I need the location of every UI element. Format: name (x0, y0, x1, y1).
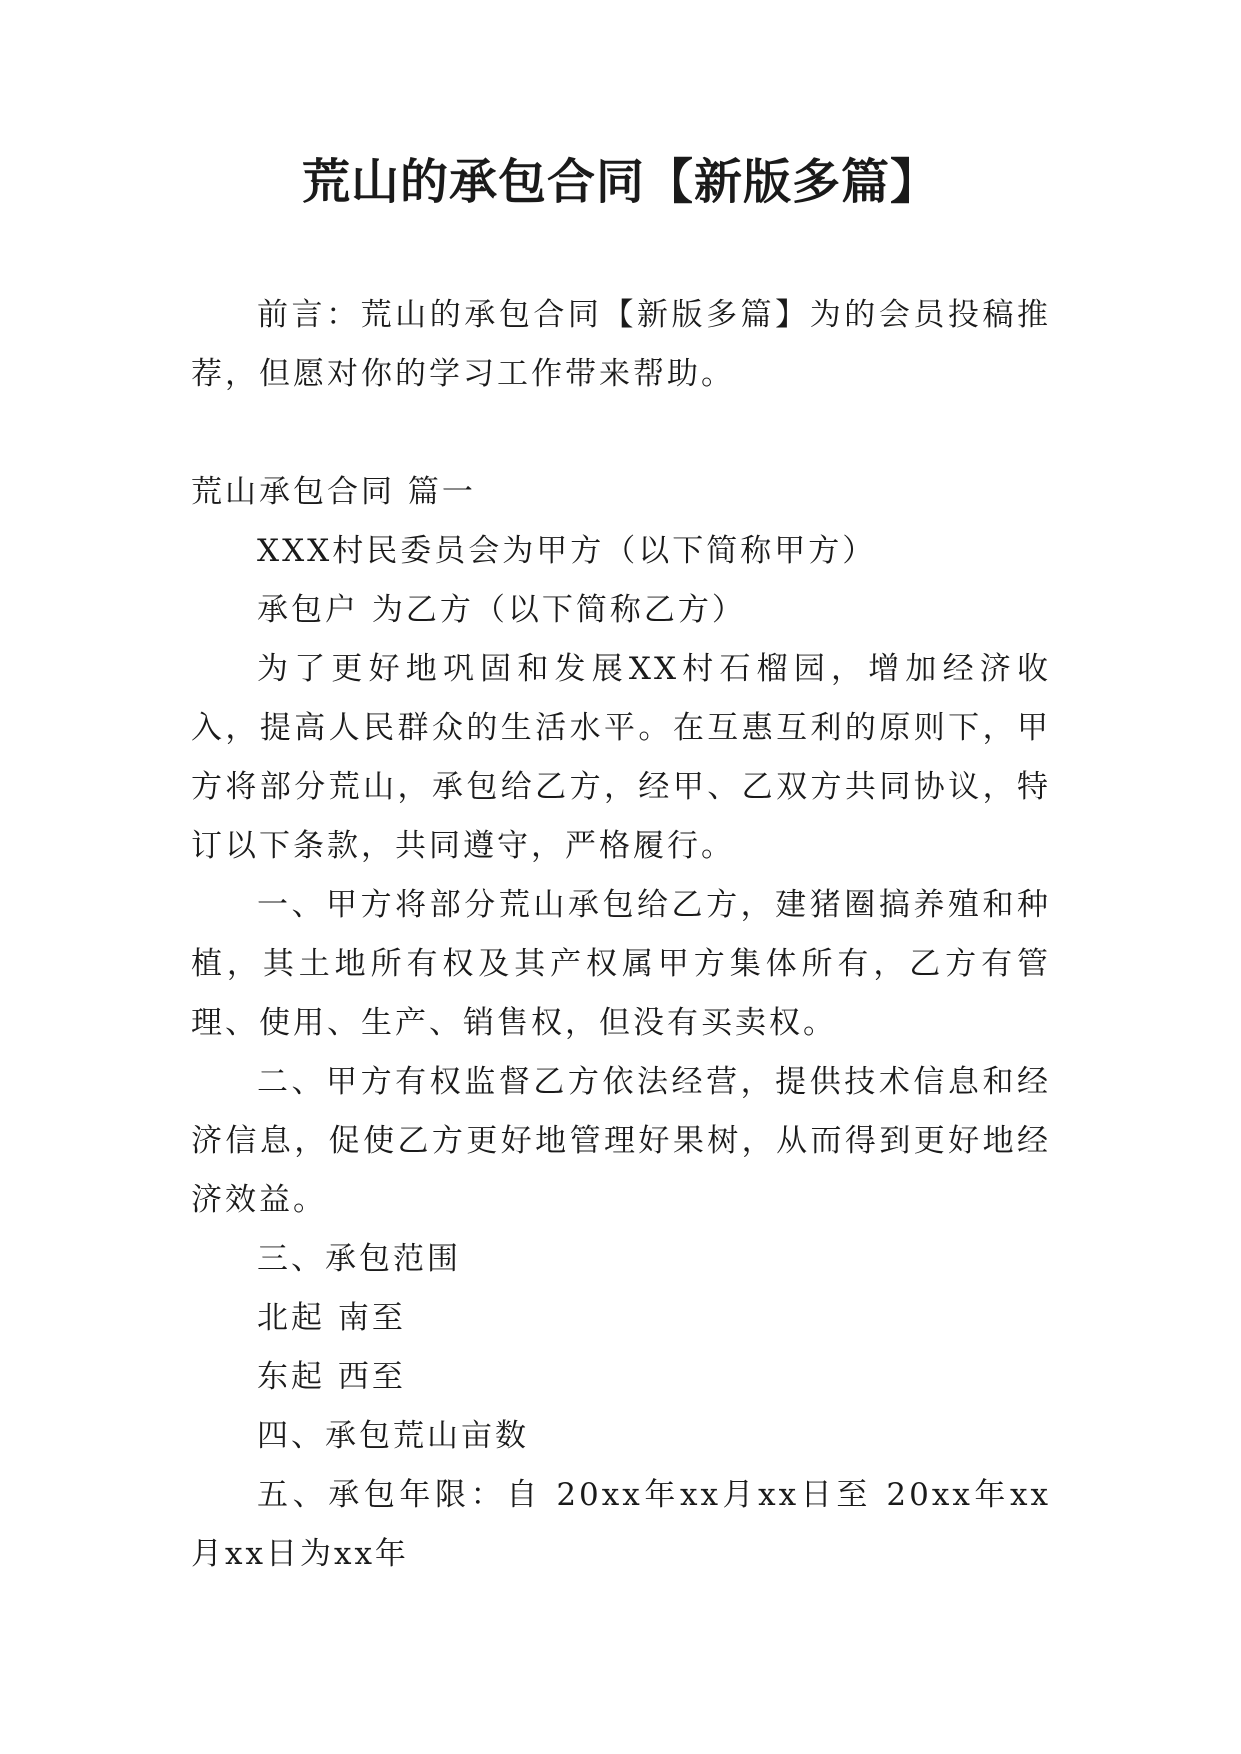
purpose-paragraph: 为了更好地巩固和发展XX村石榴园，增加经济收入，提高人民群众的生活水平。在互惠互利的原则下，甲方将部分荒山，承包给乙方，经甲、乙双方共同协议，特订以下条款，共同遵守，严格履行。 (191, 651, 1051, 864)
clause-4: 四、承包荒山亩数 (257, 1418, 529, 1454)
party-a-line: XXX村民委员会为甲方（以下简称甲方） (257, 533, 877, 569)
boundary-north-south: 北起 南至 (257, 1300, 406, 1336)
preface-paragraph: 前言：荒山的承包合同【新版多篇】为的会员投稿推荐，但愿对你的学习工作带来帮助。 (191, 297, 1051, 392)
clause-1: 一、甲方将部分荒山承包给乙方，建猪圈搞养殖和种植，其土地所有权及其产权属甲方集体所有，乙方有管理、使用、生产、销售权，但没有买卖权。 (191, 887, 1051, 1041)
clause-2: 二、甲方有权监督乙方依法经营，提供技术信息和经济信息，促使乙方更好地管理好果树，从而得到更好地经济效益。 (191, 1064, 1051, 1218)
document-body (191, 286, 1051, 1584)
spacer (191, 404, 1051, 463)
section-heading: 荒山承包合同 篇一 (191, 474, 476, 510)
clause-3: 三、承包范围 (257, 1241, 461, 1277)
clause-5: 五、承包年限：自 20xx年xx月xx日至 20xx年xx月xx日为xx年 (191, 1477, 1051, 1572)
party-b-line: 承包户 为乙方（以下简称乙方） (257, 592, 746, 628)
document-title: 荒山的承包合同【新版多篇】 (301, 154, 939, 210)
boundary-east-west: 东起 西至 (257, 1359, 406, 1395)
